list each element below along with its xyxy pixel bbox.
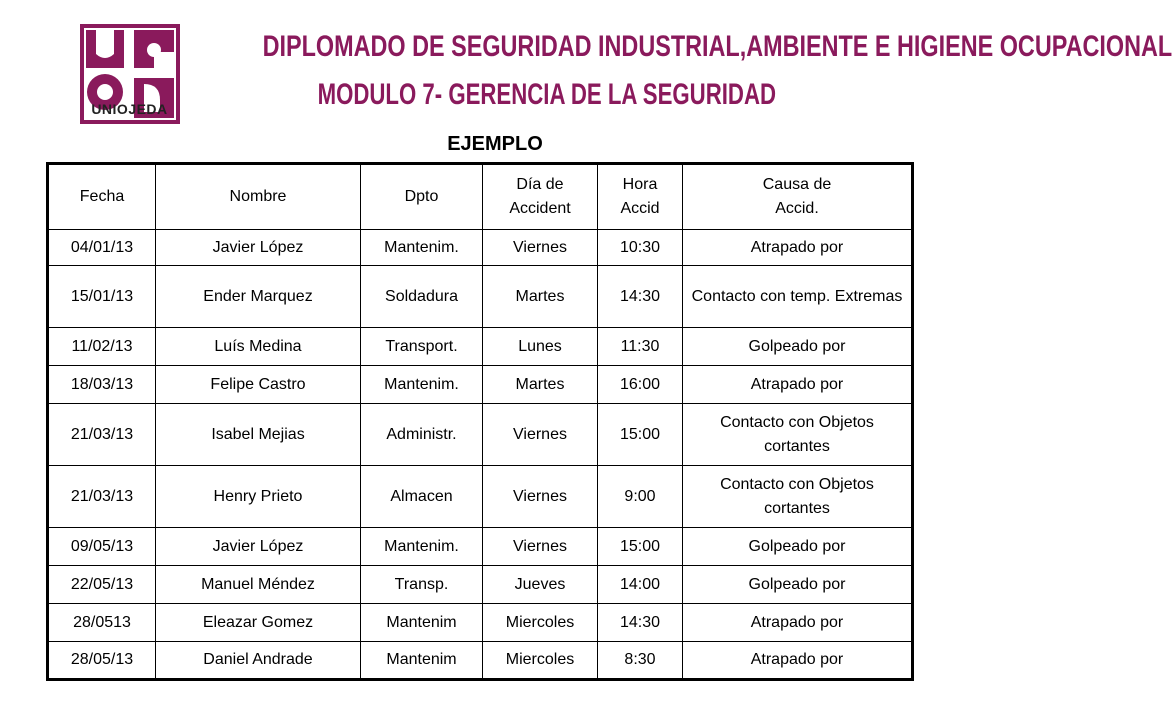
table-row [48, 466, 913, 528]
cell-hora: 14:00 [598, 566, 683, 604]
cell-dpto: Administr. [361, 404, 483, 466]
cell-causa: Atrapado por [683, 366, 913, 404]
cell-fecha: 21/03/13 [48, 466, 156, 528]
cell-dpto: Mantenim. [361, 528, 483, 566]
cell-dpto: Soldadura [361, 266, 483, 328]
table-row [48, 366, 913, 404]
cell-causa: Atrapado por [683, 604, 913, 642]
cell-nombre: Javier López [156, 528, 361, 566]
cell-causa: Golpeado por [683, 528, 913, 566]
cell-nombre: Manuel Méndez [156, 566, 361, 604]
cell-causa: Contacto con Objetos cortantes [683, 466, 913, 528]
cell-dpto: Transport. [361, 328, 483, 366]
cell-nombre: Henry Prieto [156, 466, 361, 528]
cell-fecha: 04/01/13 [48, 230, 156, 266]
cell-dia: Lunes [483, 328, 598, 366]
header-dpto: Dpto [361, 164, 483, 230]
cell-fecha: 28/05/13 [48, 642, 156, 680]
cell-dpto: Almacen [361, 466, 483, 528]
cell-dia: Viernes [483, 528, 598, 566]
table-row [48, 328, 913, 366]
cell-fecha: 18/03/13 [48, 366, 156, 404]
module-title: MODULO 7- GERENCIA DE LA SEGURIDAD [317, 78, 777, 111]
cell-fecha: 21/03/13 [48, 404, 156, 466]
cell-nombre: Eleazar Gomez [156, 604, 361, 642]
table-row [48, 404, 913, 466]
cell-dia: Martes [483, 266, 598, 328]
cell-dpto: Mantenim [361, 604, 483, 642]
cell-hora: 8:30 [598, 642, 683, 680]
cell-hora: 14:30 [598, 604, 683, 642]
cell-causa: Contacto con temp. Extremas [683, 266, 913, 328]
cell-dia: Miercoles [483, 604, 598, 642]
header-fecha: Fecha [48, 164, 156, 230]
cell-causa: Golpeado por [683, 328, 913, 366]
header-nombre: Nombre [156, 164, 361, 230]
cell-nombre: Felipe Castro [156, 366, 361, 404]
cell-fecha: 11/02/13 [48, 328, 156, 366]
cell-causa: Golpeado por [683, 566, 913, 604]
diploma-title: DIPLOMADO DE SEGURIDAD INDUSTRIAL,AMBIENTE E HIGIENE OCUPACIONAL [262, 30, 1172, 63]
table-row [48, 230, 913, 266]
cell-dia: Jueves [483, 566, 598, 604]
cell-hora: 16:00 [598, 366, 683, 404]
cell-nombre: Luís Medina [156, 328, 361, 366]
cell-causa: Atrapado por [683, 642, 913, 680]
table-row [48, 528, 913, 566]
cell-dia: Viernes [483, 404, 598, 466]
cell-hora: 9:00 [598, 466, 683, 528]
example-heading: EJEMPLO [447, 133, 543, 155]
cell-dia: Martes [483, 366, 598, 404]
cell-hora: 15:00 [598, 528, 683, 566]
cell-dpto: Mantenim. [361, 366, 483, 404]
header-causa: Causa de Accid. [683, 164, 913, 230]
cell-nombre: Ender Marquez [156, 266, 361, 328]
cell-fecha: 28/0513 [48, 604, 156, 642]
cell-dia: Miercoles [483, 642, 598, 680]
cell-hora: 11:30 [598, 328, 683, 366]
cell-dia: Viernes [483, 466, 598, 528]
cell-nombre: Isabel Mejias [156, 404, 361, 466]
header-hora: Hora Accid [598, 164, 683, 230]
cell-fecha: 15/01/13 [48, 266, 156, 328]
table-row [48, 604, 913, 642]
cell-fecha: 09/05/13 [48, 528, 156, 566]
accident-table [46, 162, 914, 681]
logo-text: UNIOJEDA [91, 101, 168, 117]
cell-fecha: 22/05/13 [48, 566, 156, 604]
cell-causa: Atrapado por [683, 230, 913, 266]
cell-dpto: Mantenim. [361, 230, 483, 266]
table-row [48, 566, 913, 604]
table-header-row [48, 164, 913, 230]
cell-dia: Viernes [483, 230, 598, 266]
cell-hora: 14:30 [598, 266, 683, 328]
cell-causa: Contacto con Objetos cortantes [683, 404, 913, 466]
table-row [48, 266, 913, 328]
header-dia: Día de Accident [483, 164, 598, 230]
table-row [48, 642, 913, 680]
cell-hora: 10:30 [598, 230, 683, 266]
cell-nombre: Daniel Andrade [156, 642, 361, 680]
cell-nombre: Javier López [156, 230, 361, 266]
cell-dpto: Mantenim [361, 642, 483, 680]
cell-dpto: Transp. [361, 566, 483, 604]
cell-hora: 15:00 [598, 404, 683, 466]
